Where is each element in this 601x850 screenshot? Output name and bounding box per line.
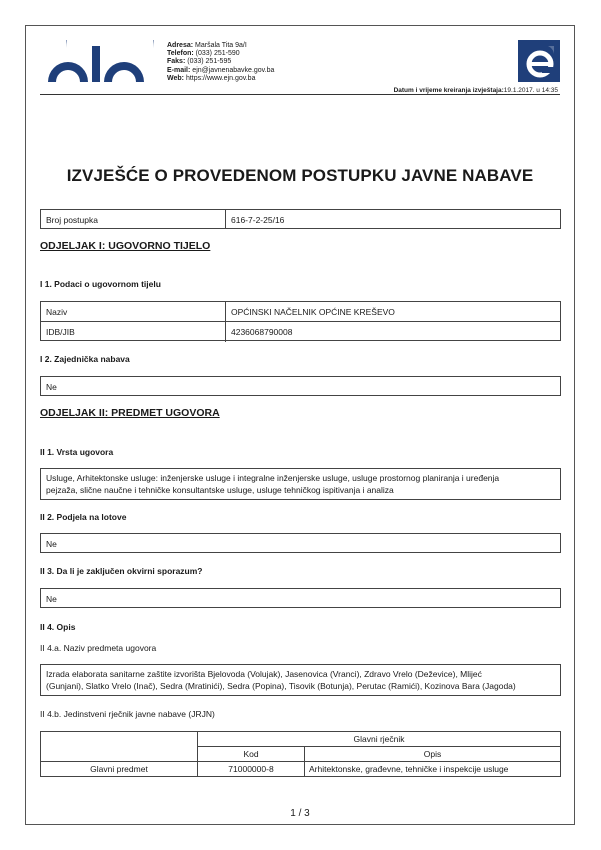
- contact-phone: Telefon: (033) 251-590: [167, 50, 240, 58]
- e-logo: [518, 40, 560, 82]
- contact-address: Adresa: Maršala Tita 9a/I: [167, 42, 247, 49]
- section-1-heading: ODJELJAK I: UGOVORNO TIJELO: [40, 240, 211, 252]
- ii1-title: II 1. Vrsta ugovora: [40, 447, 114, 457]
- jrjn-col-kod: Kod: [198, 747, 305, 762]
- ii4-title: II 4. Opis: [40, 622, 76, 632]
- contact-fax: Faks: (033) 251-595: [167, 58, 232, 66]
- ugovorno-tijelo-table: Naziv OPĆINSKI NAČELNIK OPĆINE KREŠEVO IDB/JIB 4236068790008: [40, 301, 561, 341]
- lotovi-value: Ne: [40, 533, 561, 553]
- table-row: [41, 762, 561, 777]
- jrjn-group-header: Glavni rječnik: [198, 732, 561, 747]
- page-number: 1 / 3: [290, 808, 310, 819]
- contact-block: [167, 42, 274, 83]
- jrjn-table: [40, 731, 561, 777]
- ii2-title: II 2. Podjela na lotove: [40, 512, 127, 522]
- zajednicka-nabava-value: Ne: [40, 376, 561, 396]
- broj-postupka-row: Broj postupka 616-7-2-25/16: [40, 209, 561, 229]
- created-timestamp: Datum i vrijeme kreiranja izvještaja:19.1.2017. u 14:35: [393, 87, 558, 94]
- header-divider: [40, 94, 560, 95]
- contact-email: E-mail: ejn@javnenabavke.gov.ba: [167, 66, 275, 74]
- jrjn-row-kod: 71000000-8: [198, 762, 305, 777]
- jrjn-row-opis: Arhitektonske, građevne, tehničke i inspekcije usluge: [305, 762, 561, 777]
- i2-title: I 2. Zajednička nabava: [40, 354, 130, 364]
- ii3-title: II 3. Da li je zaključen okvirni sporazum?: [40, 566, 203, 576]
- page-title: IZVJEŠĆE O PROVEDENOM POSTUPKU JAVNE NABAVE: [66, 166, 534, 185]
- ii4a-title: II 4.a. Naziv predmeta ugovora: [40, 643, 157, 653]
- report-page: [25, 25, 575, 825]
- section-2-heading: ODJELJAK II: PREDMET UGOVORA: [40, 407, 220, 419]
- vrsta-ugovora-value: Usluge, Arhitektonske usluge: inženjerske usluge i integralne inženjerske usluge, usluge prostornog planiranja i uređenja pejzaža, slične naučne i tehničke konsultantske usluge, usluge tehničkog ispitivanja i analiza: [40, 468, 561, 500]
- contact-web: Web: https://www.ejn.gov.ba: [167, 74, 256, 82]
- okvirni-sporazum-value: Ne: [40, 588, 561, 608]
- i1-title: I 1. Podaci o ugovornom tijelu: [40, 279, 161, 289]
- ejn-logo: [46, 40, 158, 84]
- naziv-predmeta-value: Izrada elaborata sanitarne zaštite izvorišta Bjelovoda (Volujak), Jasenovica (Vranci), Zdravo Vrelo (Deževice), Mlijeć (Gunjani), Slatko Vrelo (Inač), Sedra (Mratinići), Sedra (Popina), Tisovik (Botunja), Perutac (Ramići), Kozinova Bara (Jagoda): [40, 664, 561, 696]
- ii4b-title: II 4.b. Jedinstveni rječnik javne nabave (JRJN): [40, 709, 215, 719]
- jrjn-row-label: Glavni predmet: [41, 762, 198, 777]
- jrjn-col-opis: Opis: [305, 747, 561, 762]
